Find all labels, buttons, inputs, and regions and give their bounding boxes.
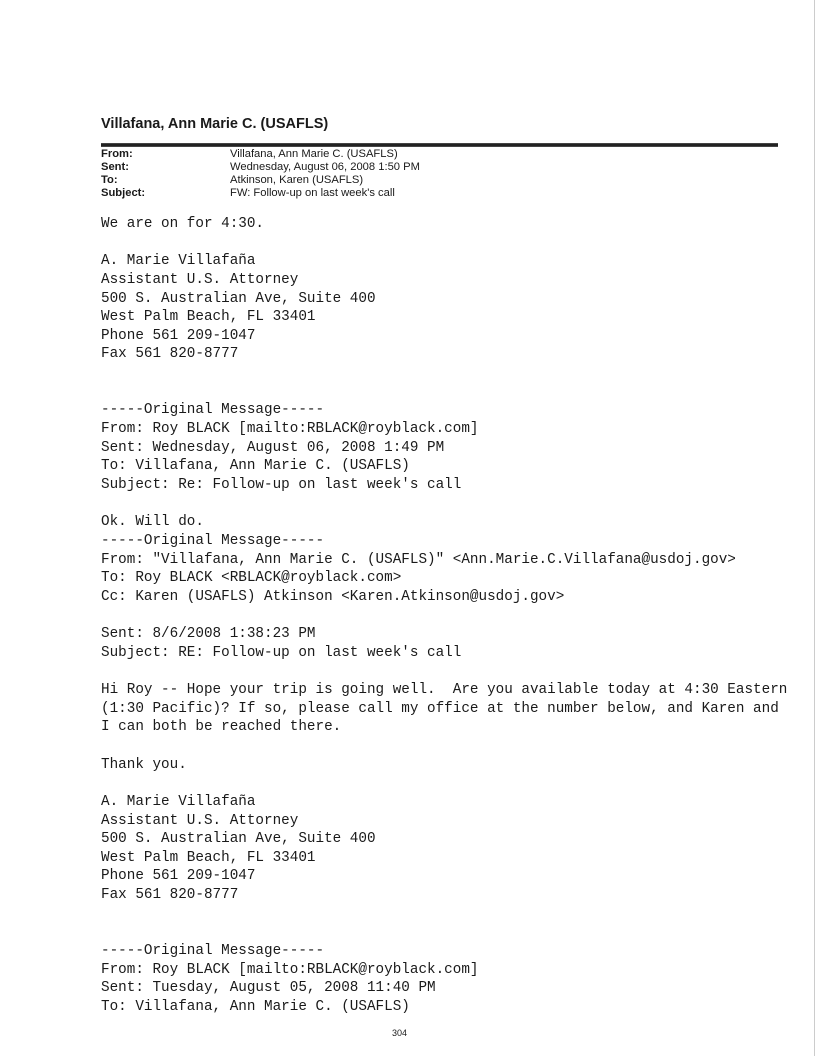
blank-line <box>101 662 787 681</box>
body-line: Sent: 8/6/2008 1:38:23 PM <box>101 626 316 643</box>
body-line: Subject: RE: Follow-up on last week's call <box>101 644 462 661</box>
mailbox-owner-title: Villafana, Ann Marie C. (USAFLS) <box>101 116 329 132</box>
body-line: Assistant U.S. Attorney <box>101 812 299 829</box>
body-line: From: Roy BLACK [mailto:RBLACK@royblack.com] <box>101 961 479 978</box>
header-field-value: Atkinson, Karen (USAFLS) <box>230 174 364 186</box>
blank-line <box>101 383 787 402</box>
page-edge-line <box>814 0 815 1056</box>
header-divider <box>101 143 778 147</box>
body-line: (1:30 Pacific)? If so, please call my office at the number below, and Karen and <box>101 700 779 717</box>
blank-line <box>101 364 787 383</box>
header-field-label: Sent: <box>101 161 129 173</box>
header-field-row <box>101 187 420 200</box>
blank-line <box>101 606 787 625</box>
body-line: Ok. Will do. <box>101 514 204 531</box>
header-field-row <box>101 161 420 174</box>
body-line: To: Villafana, Ann Marie C. (USAFLS) <box>101 998 410 1015</box>
body-line: Hi Roy -- Hope your trip is going well. Are you available today at 4:30 Eastern <box>101 682 788 699</box>
body-line: West Palm Beach, FL 33401 <box>101 849 316 866</box>
body-line: Fax 561 820-8777 <box>101 346 239 363</box>
body-line: A. Marie Villafaña <box>101 793 256 810</box>
blank-line <box>101 923 787 942</box>
body-line: -----Original Message----- <box>101 402 325 419</box>
body-line: We are on for 4:30. <box>101 216 265 232</box>
page-number: 304 <box>392 1028 408 1038</box>
body-line: Phone 561 209-1047 <box>101 868 256 885</box>
header-field-value: Villafana, Ann Marie C. (USAFLS) <box>230 148 398 160</box>
body-line: Thank you. <box>101 756 187 773</box>
header-field-label: To: <box>101 174 118 186</box>
body-line: 500 S. Australian Ave, Suite 400 <box>101 290 376 307</box>
body-line: Assistant U.S. Attorney <box>101 271 299 288</box>
body-line: West Palm Beach, FL 33401 <box>101 309 316 326</box>
body-line: From: "Villafana, Ann Marie C. (USAFLS)" <Ann.Marie.C.Villafana@usdoj.gov> <box>101 551 736 568</box>
body-line: Fax 561 820-8777 <box>101 887 239 904</box>
header-field-row <box>101 148 420 161</box>
blank-line <box>101 737 787 756</box>
header-field-label: From: <box>101 148 133 160</box>
blank-line <box>101 234 787 253</box>
email-header-fields <box>101 148 420 200</box>
blank-line <box>101 905 787 924</box>
body-line: Sent: Tuesday, August 05, 2008 11:40 PM <box>101 980 436 997</box>
body-line: Subject: Re: Follow-up on last week's call <box>101 476 462 493</box>
body-line: To: Villafana, Ann Marie C. (USAFLS) <box>101 458 410 475</box>
body-line: Sent: Wednesday, August 06, 2008 1:49 PM <box>101 439 445 456</box>
body-line: From: Roy BLACK [mailto:RBLACK@royblack.com] <box>101 421 479 438</box>
blank-line <box>101 495 787 514</box>
body-line: 500 S. Australian Ave, Suite 400 <box>101 831 376 848</box>
body-line: A. Marie Villafaña <box>101 253 256 270</box>
header-field-row <box>101 174 420 187</box>
email-body <box>101 215 787 1017</box>
body-line: -----Original Message----- <box>101 942 325 959</box>
header-field-value: Wednesday, August 06, 2008 1:50 PM <box>230 161 420 173</box>
body-line: I can both be reached there. <box>101 719 342 736</box>
body-line: Phone 561 209-1047 <box>101 327 256 344</box>
blank-line <box>101 774 787 793</box>
body-line: To: Roy BLACK <RBLACK@royblack.com> <box>101 570 402 587</box>
body-line: Cc: Karen (USAFLS) Atkinson <Karen.Atkinson@usdoj.gov> <box>101 588 565 605</box>
header-field-value: FW: Follow-up on last week's call <box>230 187 395 199</box>
body-line: -----Original Message----- <box>101 532 325 549</box>
header-field-label: Subject: <box>101 187 146 199</box>
